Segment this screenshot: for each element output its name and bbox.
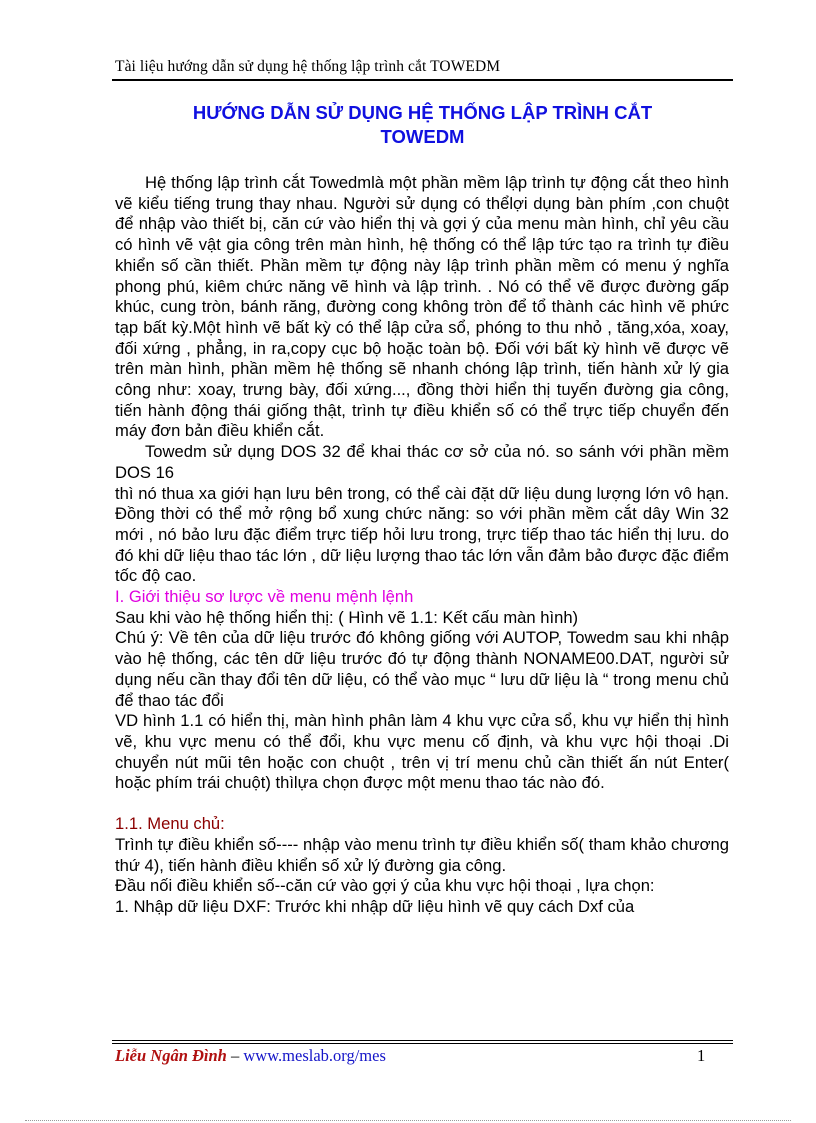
body-paragraph: thì nó thua xa giới hạn lưu bên trong, có thể cài đặt dữ liệu dung lượng lớn vô hạn. Đồng thời có thể mở rộng bổ xung chức năng: so với phần mềm cắt dây Win 32 mới , nó bảo lưu đặc điểm trực tiếp hỏi lưu trong, trực tiếp thao tác hiển thị lưu. do đó khi dữ liệu thao tác lớn , dữ liệu lượng thao tác lớn vẫn đảm bảo được đặc điểm tốc độ cao. <box>115 483 729 586</box>
page-number: 1 <box>697 1046 706 1065</box>
footer-author: Liễu Ngân Đình <box>115 1046 227 1065</box>
page-boundary-dotted-line <box>25 1120 791 1121</box>
body-paragraph: Towedm sử dụng DOS 32 để khai thác cơ sở của nó. so sánh với phần mềm DOS 16 <box>115 442 729 482</box>
document-title <box>112 101 733 149</box>
body-paragraph: Đầu nối điều khiển số--căn cứ vào gợi ý của khu vực hội thoại , lựa chọn: <box>115 876 655 896</box>
body-paragraph: Chú ý: Về tên của dữ liệu trước đó không giống với AUTOP, Towedm sau khi nhập vào hệ thống, các tên dữ liệu trước đó tự động thành NONAME00.DAT, người sử dụng nếu cần thay đổi tên dữ liệu, có thể vào mục “ lưu dữ liệu là “ trong menu chủ để thao tác đổi <box>115 628 729 710</box>
running-header: Tài liệu hướng dẫn sử dụng hệ thống lập trình cắt TOWEDM <box>115 58 501 75</box>
footer-url-link[interactable]: www.meslab.org/mes <box>243 1046 386 1065</box>
body-paragraph: Hệ thống lập trình cắt Towedmlà một phần mềm lập trình tự động cắt theo hình vẽ kiểu tiếng trung thay nhau. Người sử dụng có thểlợi dụng bàn phím ,con chuột để nhập vào thiết bị, căn cứ vào hiển thị và gợi ý của menu màn hình, chỉ yêu cầu có hình vẽ vật gia công trên màn hình, hệ thống có thể lập tức tạo ra trình tự điều khiển số cần thiết. Phần mềm tự động này lập trình phần mềm có menu ý nghĩa phong phú, kiêm chức năng vẽ hình và lập trình. . Nó có thể vẽ được đường gấp khúc, cung tròn, bánh răng, đường cong không tròn để tổ thành các hình vẽ phức tạp bất kỳ.Một hình vẽ bất kỳ có thể lập cửa sổ, phóng to thu nhỏ , tăng,xóa, xoay, đối xứng , phẳng, in ra,copy cục bộ hoặc toàn bộ. Đối với bất kỳ hình vẽ được vẽ trên màn hình, phần mềm hệ thống sẽ nhanh chóng lập trình, tiến hành xử lý gia công như: xoay, trưng bày, đối xứng..., đồng thời hiển thị tuyến đường gia công, tiến hành động thái giống thật, trình tự điều khiển số có thể trực tiếp chuyển đến máy đơn bản điều khiển cắt. <box>115 173 729 441</box>
footer-divider-bottom <box>112 1043 733 1044</box>
footer-separator: – <box>226 1046 244 1065</box>
title-line-1: HƯỚNG DẪN SỬ DỤNG HỆ THỐNG LẬP TRÌNH CẮT <box>192 102 653 123</box>
document-body <box>115 173 729 918</box>
body-paragraph: Trình tự điều khiển số---- nhập vào menu trình tự điều khiển số( tham khảo chương thứ 4), tiến hành điều khiển số xử lý đường gia công. <box>115 834 729 875</box>
header-divider <box>112 79 733 81</box>
subsection-heading: 1.1. Menu chủ: <box>115 814 225 834</box>
body-paragraph: Sau khi vào hệ thống hiển thị: ( Hình vẽ 1.1: Kết cấu màn hình) <box>115 607 579 627</box>
footer-divider-top <box>112 1040 733 1041</box>
section-heading: I. Giới thiệu sơ lược về menu mệnh lệnh <box>115 587 414 607</box>
body-paragraph: VD hình 1.1 có hiển thị, màn hình phân làm 4 khu vực cửa sổ, khu vự hiển thị hình vẽ, khu vực menu có thể đổi, khu vực menu cố định, và khu vực hội thoại .Di chuyển nút mũi tên hoặc con chuột , trên vị trí menu chủ cần thiết ấn nút Enter( hoặc phím trái chuột) thìlựa chọn được một menu thao tác nào đó. <box>115 711 729 793</box>
title-line-2: TOWEDM <box>380 126 465 147</box>
footer-credit <box>115 1046 386 1066</box>
body-paragraph: 1. Nhập dữ liệu DXF: Trước khi nhập dữ liệu hình vẽ quy cách Dxf của <box>115 896 635 916</box>
